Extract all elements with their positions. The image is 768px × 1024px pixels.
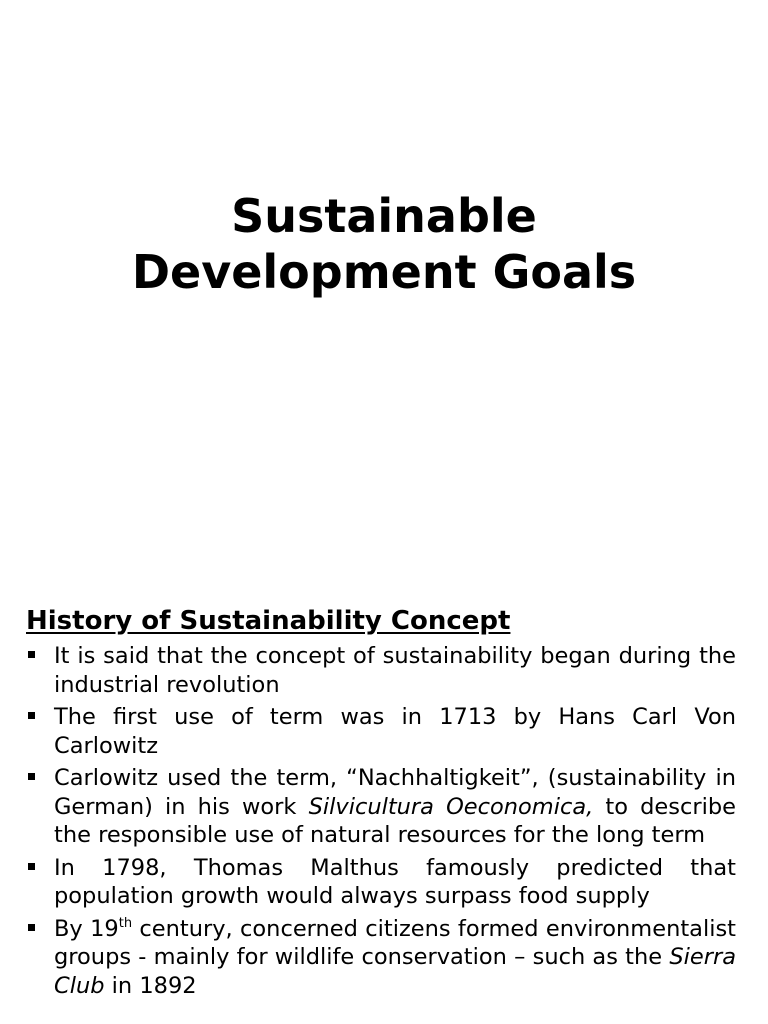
section-heading: History of Sustainability Concept (26, 606, 511, 636)
list-item (26, 642, 736, 699)
square-bullet-icon (28, 712, 35, 719)
ordinal-suffix: th (118, 915, 133, 931)
list-item (26, 915, 736, 1001)
bullet-text-part: in 1892 (104, 972, 197, 999)
organization-name: Sierra Club (54, 944, 736, 999)
bullet-text: The first use of term was in 1713 by Hans Carl Von Carlowitz (54, 704, 736, 759)
list-item (26, 764, 736, 850)
bullet-text: It is said that the concept of sustainability began during the industrial revolution (54, 643, 736, 698)
bullet-text-part: Carlowitz used the term, “Nachhaltigkeit”, (sustainability in German) in his work (54, 765, 736, 820)
slide-title-line-1: Sustainable (231, 189, 537, 243)
list-item (26, 703, 736, 760)
bullet-list (26, 642, 736, 1000)
square-bullet-icon (28, 651, 35, 658)
slide-title-line-2: Development Goals (131, 245, 637, 299)
bullet-text (54, 916, 736, 999)
bullet-text-part: century, concerned citizens formed environmentalist groups - mainly for wildlife conservation – such as the (54, 915, 736, 970)
bullet-text: In 1798, Thomas Malthus famously predicted that population growth would always surpass food supply (54, 854, 736, 909)
square-bullet-icon (28, 924, 35, 931)
bullet-text-part: to describe the responsible use of natural resources for the long term (54, 793, 736, 848)
list-item (26, 854, 736, 911)
square-bullet-icon (28, 773, 35, 780)
slide-title (0, 188, 768, 300)
history-section (26, 604, 736, 1004)
square-bullet-icon (28, 863, 35, 870)
bullet-text-part: By 19 (54, 915, 119, 942)
work-title: Silvicultura Oeconomica, (308, 793, 594, 820)
bullet-text (54, 765, 736, 848)
